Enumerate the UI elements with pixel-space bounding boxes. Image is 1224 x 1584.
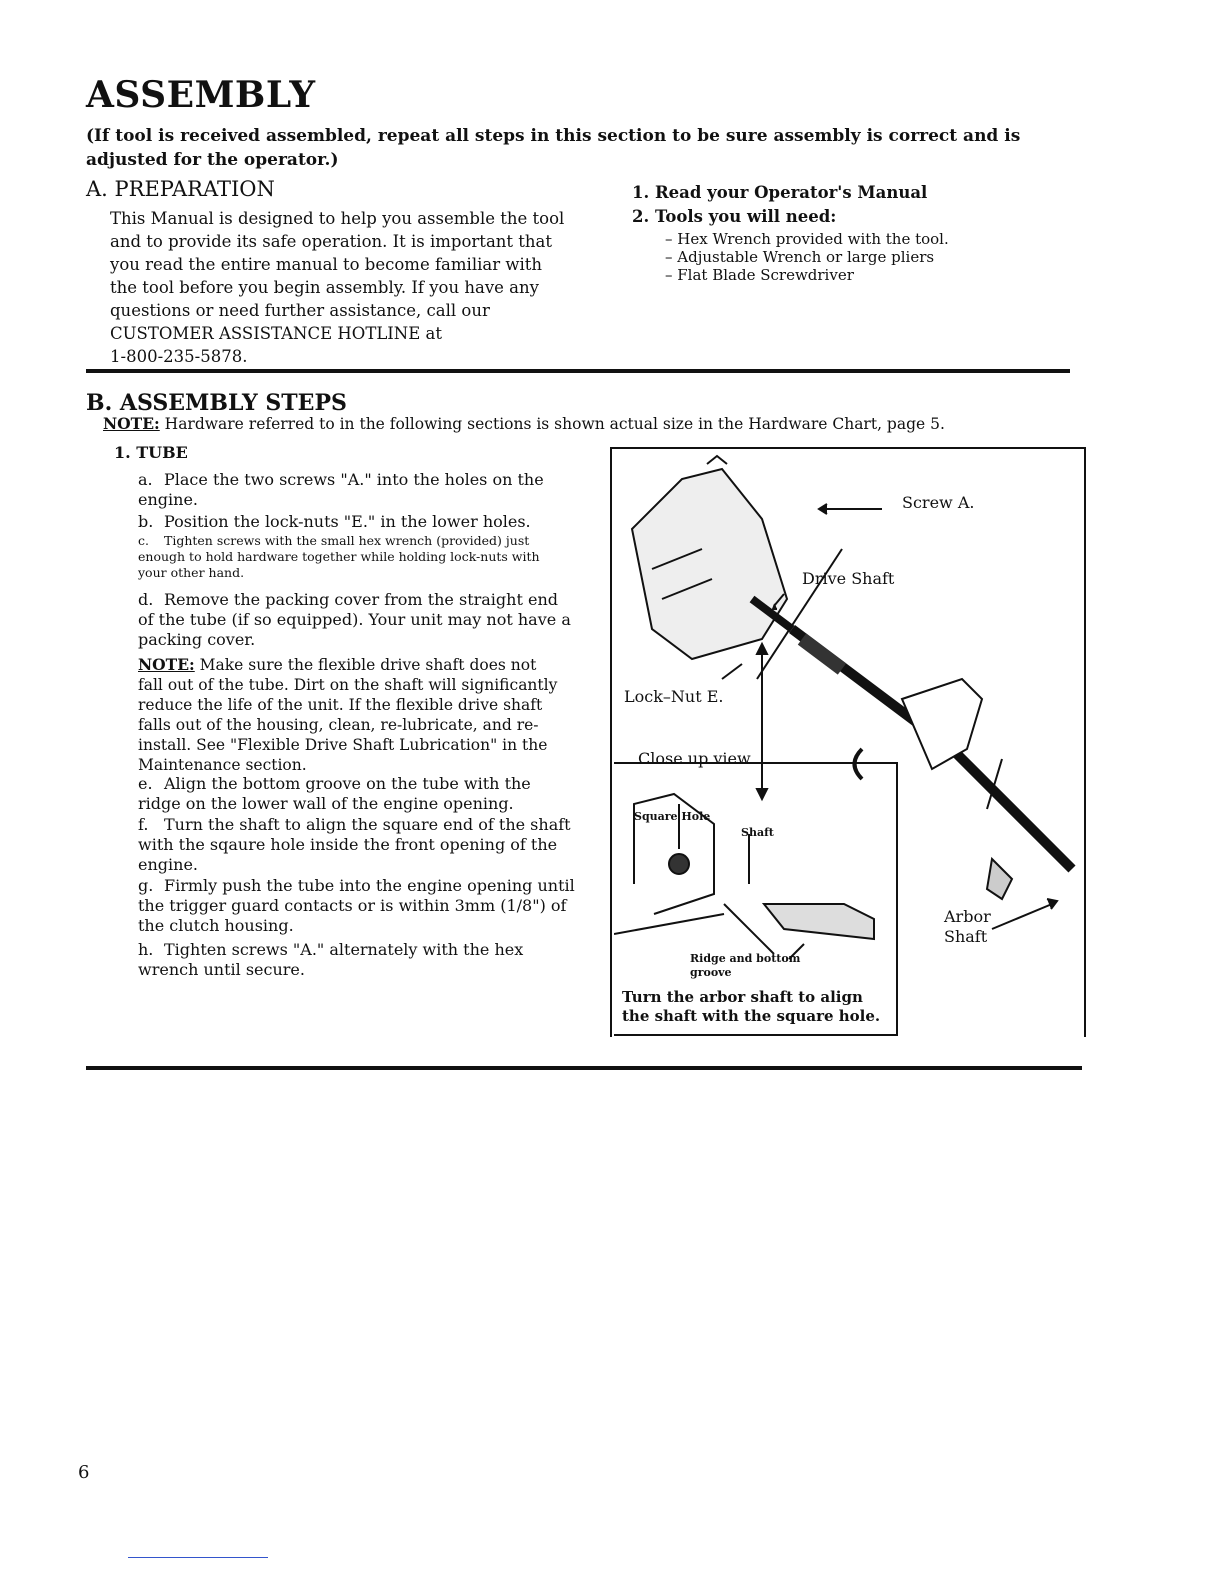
line: the tool before you begin assembly. If you have any [110, 278, 539, 297]
step-c [138, 533, 548, 581]
label-ridge-groove [690, 952, 800, 980]
step-letter: d. [138, 590, 154, 609]
footer-line [128, 1557, 268, 1558]
step-letter: b. [138, 512, 154, 531]
label-screw-a: Screw A. [902, 493, 975, 512]
step-text: Align the bottom groove on the tube with the ridge on the lower wall of the engine opening. [138, 774, 531, 813]
label-line: groove [690, 966, 732, 979]
step-letter: c. [138, 533, 149, 548]
label-shaft: Shaft [741, 826, 774, 839]
step-text: Tighten screws "A." alternately with the hex wrench until secure. [138, 940, 524, 979]
prep-item-1: 1. Read your Operator's Manual [632, 183, 928, 202]
label-line: Arbor [944, 907, 991, 926]
page-number: 6 [78, 1462, 90, 1483]
label-square-hole: Square Hole [634, 810, 711, 823]
step-letter: a. [138, 470, 153, 489]
assembly-steps-heading: B. ASSEMBLY STEPS [86, 390, 347, 416]
step-text: Remove the packing cover from the straight end of the tube (if so equipped). Your unit may not have a packing cover. [138, 590, 571, 649]
close-up-illustration [614, 764, 896, 964]
prep-item-2: 2. Tools you will need: [632, 207, 837, 226]
note-text: Hardware referred to in the following sections is shown actual size in the Hardware Chart, page 5. [159, 415, 945, 433]
step-h [138, 940, 578, 980]
step-text: Place the two screws "A." into the holes on the engine. [138, 470, 544, 509]
step-letter: h. [138, 940, 154, 959]
step-letter: e. [138, 774, 153, 793]
step-b [138, 512, 578, 532]
label-lock-nut: Lock–Nut E. [624, 687, 724, 706]
note-label: NOTE: [103, 414, 160, 433]
inset-caption [622, 988, 880, 1026]
step-g [138, 876, 578, 936]
label-line: Shaft [944, 927, 988, 946]
line: questions or need further assistance, call our [110, 301, 490, 320]
step-letter: f. [138, 815, 149, 834]
preparation-heading: A. PREPARATION [86, 177, 275, 201]
hotline-number: 1-800-235-5878. [110, 347, 248, 366]
shaft-note [138, 655, 566, 775]
page-title: ASSEMBLY [86, 74, 316, 116]
divider [86, 369, 1070, 373]
tool-item: – Adjustable Wrench or large pliers [665, 248, 935, 266]
step-d [138, 590, 578, 650]
tube-subheading: 1. TUBE [114, 443, 188, 462]
divider [86, 1066, 1082, 1070]
line: CUSTOMER ASSISTANCE HOTLINE at [110, 324, 442, 343]
note-label: NOTE: [138, 655, 195, 674]
step-a [138, 470, 578, 510]
tools-list [665, 230, 949, 284]
label-arbor-shaft [944, 907, 991, 947]
step-letter: g. [138, 876, 154, 895]
step-text: Position the lock-nuts "E." in the lower holes. [164, 512, 531, 531]
label-close-up-view: Close up view [638, 749, 751, 768]
line: you read the entire manual to become familiar with [110, 255, 542, 274]
label-drive-shaft: Drive Shaft [802, 569, 895, 588]
label-line: Ridge and bottom [690, 952, 801, 965]
step-text: Firmly push the tube into the engine opening until the trigger guard contacts or is within 3mm (1/8") of the clutch housing. [138, 876, 575, 935]
hardware-note [103, 414, 945, 433]
line: and to provide its safe operation. It is important that [110, 232, 553, 251]
line: This Manual is designed to help you assemble the tool [110, 209, 565, 228]
step-text: Turn the shaft to align the square end of the shaft with the sqaure hole inside the front opening of the engine. [138, 815, 571, 874]
tool-item: – Flat Blade Screwdriver [665, 266, 854, 284]
close-up-inset [614, 762, 898, 1036]
tool-item: – Hex Wrench provided with the tool. [665, 230, 949, 248]
step-e [138, 774, 578, 814]
note-text: Make sure the flexible drive shaft does not fall out of the tube. Dirt on the shaft will significantly reduce the life of the unit. If the flexible drive shaft falls out of the housing, clean, re-lubricate, and re-install. See "Flexible Drive Shaft Lubrication" in the Maintenance section. [138, 656, 558, 774]
preparation-text [110, 207, 580, 368]
step-text: Tighten screws with the small hex wrench (provided) just enough to hold hardware together while holding lock-nuts with your other hand. [138, 533, 540, 580]
caption-line: the shaft with the square hole. [622, 1007, 881, 1025]
step-f [138, 815, 578, 875]
caption-line: Turn the arbor shaft to align [622, 988, 863, 1006]
intro-note: (If tool is received assembled, repeat all steps in this section to be sure assembly is correct and is adjusted for the operator.) [86, 126, 1021, 170]
